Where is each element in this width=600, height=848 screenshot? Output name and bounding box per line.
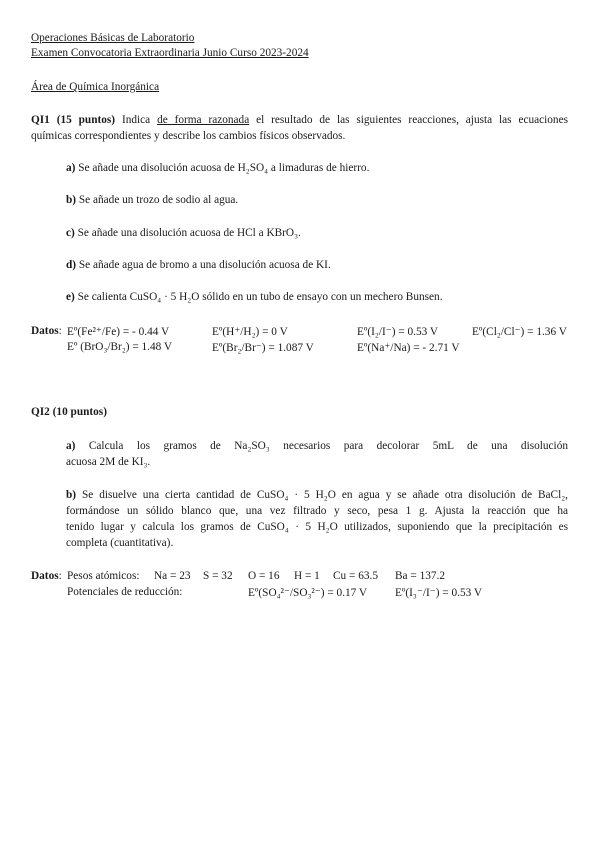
q1-dato: Eº(I₂/I⁻) = 0.53 V bbox=[357, 326, 439, 338]
course-title: Operaciones Básicas de Laboratorio bbox=[31, 32, 195, 44]
q1-dato: Eº(Br₂/Br⁻) = 1.087 V bbox=[212, 342, 314, 354]
q1-dato: Eº(Fe²⁺/Fe) = - 0.44 V bbox=[67, 326, 170, 338]
q2-a-line1: a) Calcula los gramos de Na₂SO₃ necesarios para decolorar 5mL de una disolución bbox=[66, 440, 568, 452]
q2-peso: S = 32 bbox=[203, 570, 233, 582]
q1-item-d: d) Se añade agua de bromo a una disolución acuosa de KI. bbox=[66, 259, 331, 271]
q2-potenciales-label: Potenciales de reducción: bbox=[67, 586, 183, 598]
q2-datos-label: Datos: bbox=[31, 570, 62, 582]
q2-peso: Ba = 137.2 bbox=[395, 570, 445, 582]
q1-title: QI1 (15 puntos) bbox=[31, 114, 116, 126]
q2-b-line1: b) Se disuelve una cierta cantidad de CuSO₄ · 5 H₂O en agua y se añade otra disolución de BaCl₂, bbox=[66, 489, 568, 501]
q2-a-line2: acuosa 2M de KI₃. bbox=[66, 456, 151, 468]
q2-b-line4: completa (cuantitativa). bbox=[66, 537, 174, 549]
exam-title: Examen Convocatoria Extraordinaria Junio Curso 2023-2024 bbox=[31, 47, 309, 59]
q1-item-b: b) Se añade un trozo de sodio al agua. bbox=[66, 194, 239, 206]
q1-item-c: c) Se añade una disolución acuosa de HCl a KBrO₃. bbox=[66, 227, 301, 239]
q2-peso: Cu = 63.5 bbox=[333, 570, 378, 582]
q2-peso: O = 16 bbox=[248, 570, 280, 582]
q1-dato: Eº(H⁺/H₂) = 0 V bbox=[212, 326, 288, 338]
q2-potencial: Eº(I₃⁻/I⁻) = 0.53 V bbox=[395, 587, 483, 599]
q1-intro-line1: QI1 (15 puntos) Indica de forma razonada el resultado de las siguientes reacciones, ajusta las ecuaciones bbox=[31, 114, 568, 126]
q2-peso: H = 1 bbox=[294, 570, 320, 582]
q2-title: QI2 (10 puntos) bbox=[31, 406, 107, 418]
q1-emphasis: de forma razonada bbox=[157, 114, 250, 126]
q1-dato: Eº(Na⁺/Na) = - 2.71 V bbox=[357, 342, 460, 354]
area-title: Área de Química Inorgánica bbox=[31, 81, 160, 93]
q1-dato: Eº(Cl₂/Cl⁻) = 1.36 V bbox=[472, 326, 567, 338]
q2-potencial: Eº(SO₄²⁻/SO₃²⁻) = 0.17 V bbox=[248, 587, 368, 599]
q1-datos-label: Datos: bbox=[31, 325, 62, 337]
q2-peso: Na = 23 bbox=[154, 570, 191, 582]
q2-b-line3: tenido lugar y calcula los gramos de CuSO₄ · 5 H₂O utilizados, suponiendo que la precipitación es bbox=[66, 521, 568, 533]
q1-item-e: e) Se calienta CuSO₄ · 5 H₂O sólido en un tubo de ensayo con un mechero Bunsen. bbox=[66, 291, 443, 303]
q2-b-line2: formándose un sólido blanco que, una vez filtrado y seco, pesa 1 g. Ajusta la reacción que ha bbox=[66, 505, 568, 517]
q1-intro-line2: químicas correspondientes y describe los cambios físicos observados. bbox=[31, 130, 346, 142]
q2-pesos-label: Pesos atómicos: bbox=[67, 570, 140, 582]
q1-item-a: a) Se añade una disolución acuosa de H₂SO₄ a limaduras de hierro. bbox=[66, 162, 370, 174]
q1-dato: Eº (BrO₃/Br₂) = 1.48 V bbox=[67, 341, 173, 353]
